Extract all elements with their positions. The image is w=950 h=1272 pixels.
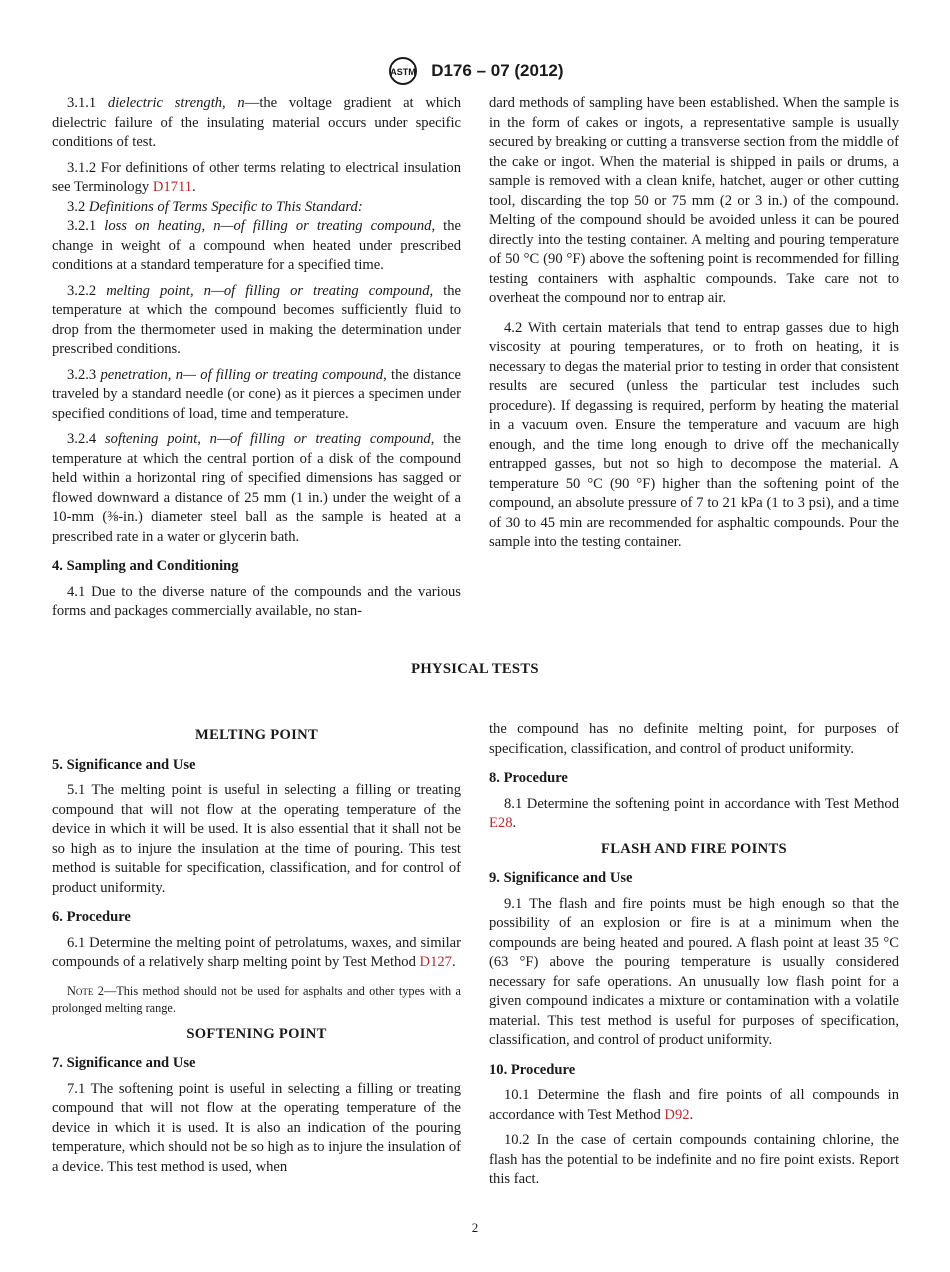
section-10-heading: 10. Procedure	[489, 1061, 576, 1078]
melting-point-heading: MELTING POINT	[195, 727, 318, 743]
section-4-heading: 4. Sampling and Conditioning	[52, 558, 239, 574]
d92-link[interactable]: D92	[664, 1106, 690, 1123]
right-column-top	[489, 94, 899, 559]
page-number: 2	[471, 1220, 479, 1235]
para-3-2: 3.2 Definitions of Terms Specific to This Standard:	[67, 198, 363, 215]
e28-link[interactable]: E28	[489, 815, 513, 831]
section-8-heading: 8. Procedure	[489, 770, 568, 786]
para-3-1-2: 3.1.2 For definitions of other terms relating to electrical insulation see Terminology D1711.	[52, 159, 461, 195]
standard-code: D176 – 07 (2012)	[431, 61, 564, 80]
para-4-2: 4.2 With certain materials that tend to entrap gasses due to high viscosity at pouring temperatures, or to froth on heating, it is necessary to degas the material prior to testing in order that consistent results are secured (unless the particular test includes such procedure). If degassing is required, perform by heating the material in a vacuum oven. Ensure the temperature and vacuum are high enough, and the time long enough to drive off the mechanically entrapped gasses, but not so high to decompose the material. A temperature 50 °C (90 °F) higher than the softening point of the compound, an absolute pressure of 7 to 21 kPa (1 to 3 psi), and a time of 30 to 45 min are recommended for asphaltic compounds. Pour the sample into the testing container.	[489, 319, 899, 550]
section-6-heading: 6. Procedure	[52, 909, 131, 925]
para-7-1: 7.1 The softening point is useful in selecting a filling or treating compound that will not flow at the operating temperature of the device in which it is used. It is also an indication of the pouring temperature, which should not be so high as to injure the insulation of a device. This test method is used, when	[52, 1080, 461, 1175]
page-header	[0, 56, 950, 86]
svg-text:ASTM: ASTM	[390, 67, 417, 77]
flash-fire-heading: FLASH AND FIRE POINTS	[601, 840, 787, 857]
para-3-2-2: 3.2.2 melting point, n—of filling or treating compound, the temperature at which the compound becomes sufficiently fluid to drop from the thermometer used in making the determination under prescribed conditions.	[52, 282, 461, 357]
section-7-heading: 7. Significance and Use	[52, 1055, 196, 1071]
para-9-1: 9.1 The flash and fire points must be high enough so that the possibility of an explosion or fire is at a minimum when the compounds are being heated and poured. A flash point at least 35 °C (63 °F) above the pouring temperature is usually considered necessary for safe operations. An unusually low flash point for a given compound indicates a mixture or contamination with a volatile material. This test method is useful for purposes of specification, classification, and control of product uniformity.	[489, 895, 899, 1048]
para-7-1-cont: the compound has no definite melting point, for purposes of specification, classification, and control of product uniformity.	[489, 721, 899, 757]
para-3-2-4: 3.2.4 softening point, n—of filling or treating compound, the temperature at which the central portion of a disk of the compound held within a horizontal ring of specified dimensions has sagged or flowed downward a distance of 25 mm (1 in.) under the weight of a 10-mm (⅜-in.) diameter steel ball as the sample is heated at a prescribed rate in a water or glycerin bath.	[52, 431, 461, 545]
section-5-heading: 5. Significance and Use	[52, 756, 196, 773]
para-8-1: 8.1 Determine the softening point in accordance with Test Method E28.	[489, 795, 899, 831]
para-10-2: 10.2 In the case of certain compounds containing chlorine, the flash has the potential to be indefinite and no fire point exists. Report this fact.	[489, 1132, 899, 1187]
d127-link[interactable]: D127	[419, 954, 452, 970]
note-2: Note 2—This method should not be used for asphalts and other types with a prolonged melting range.	[52, 983, 461, 1015]
astm-logo-icon	[386, 56, 420, 86]
d1711-link[interactable]: D1711	[152, 179, 193, 195]
para-4-1-cont: dard methods of sampling have been established. When the sample is in the form of cakes or ingots, a representative sample is usually secured by breaking or cutting a transverse section from the middle of the cake or ingot. When the material is shipped in pails or drums, a sample is removed with a clean knife, hatchet, auger or other cutting tool, discarding the top 50 or 75 mm (2 or 3 in.) of the compound. Melting of the compound should be avoided unless it can be poured directly into the testing container. A melting and pouring temperature of 50 °C (90 °F) above the softening point is recommended for filling testing containers with asphaltic compounds. Take care not to overheat the compound nor to entrap air.	[489, 95, 899, 306]
para-10-1: 10.1 Determine the flash and fire points of all compounds in accordance with Test Method D92.	[489, 1087, 899, 1123]
section-9-heading: 9. Significance and Use	[489, 870, 633, 886]
para-4-1: 4.1 Due to the diverse nature of the compounds and the various forms and packages commercially available, no stan-	[52, 583, 461, 619]
para-3-2-3: 3.2.3 penetration, n— of filling or treating compound, the distance traveled by a standard needle (or cone) as it pierces a specimen under specified conditions of load, time and temperature.	[52, 366, 461, 422]
right-column-bottom	[489, 720, 899, 1196]
para-3-1-1: 3.1.1 dielectric strength, n—the voltage gradient at which dielectric failure of the insulating material occurs under specific conditions of test.	[52, 95, 462, 150]
para-3-2-1: 3.2.1 loss on heating, n—of filling or treating compound, the change in weight of a compound when heated under prescribed conditions at a standard temperature for a specified time.	[52, 218, 461, 273]
left-column-top	[52, 94, 461, 628]
para-5-1: 5.1 The melting point is useful in selecting a filling or treating compound that will not flow at the operating temperature of the device in which it will be used. It is also essential that it shall not be so high as to injure the insulation at the time of pouring. This test method is suitable for specification, classification, and for control of product uniformity.	[52, 782, 461, 896]
left-column-bottom	[52, 720, 461, 1183]
physical-tests-heading: PHYSICAL TESTS	[411, 661, 539, 677]
para-6-1: 6.1 Determine the melting point of petrolatums, waxes, and similar compounds of a relatively sharp melting point by Test Method D127.	[52, 934, 461, 970]
softening-point-heading: SOFTENING POINT	[186, 1025, 327, 1042]
